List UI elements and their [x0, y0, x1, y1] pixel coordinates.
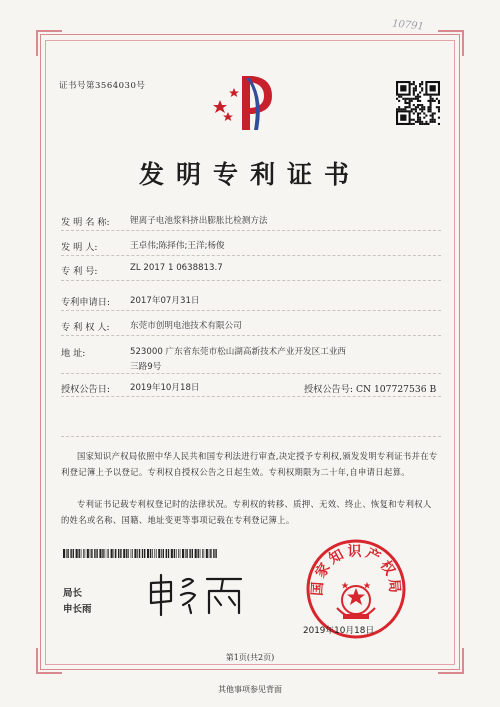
statement-paragraph: 专利证书记载专利权登记时的法律状况。专利权的转移、质押、无效、终止、恢复和专利权人的姓名或名称、国籍、地址变更等事项记载在专利登记簿上。 — [61, 499, 432, 525]
seal-date: 2019年10月18日 — [303, 626, 375, 636]
statement-paragraph: 国家知识产权局依照中华人民共和国专利法进行审查,决定授予专利权,颁发发明专利证书并在专利登记簿上予以登记。专利权自授权公告之日起生效。专利权期限为二十年,自申请日起算。 — [61, 451, 438, 477]
field-label: 专利申请日: — [61, 297, 111, 308]
footer-note: 其他事项参见背面 — [218, 685, 282, 694]
field-value: 三路9号 — [130, 362, 162, 372]
field-row — [61, 263, 223, 277]
field-label: 发 明 人: — [61, 242, 98, 253]
field-value: 王卓伟;陈择伟;王洋;杨俊 — [130, 241, 225, 251]
announcement-number: 授权公告号: CN 107727536 B — [304, 384, 437, 395]
cnipa-logo-icon — [206, 72, 286, 134]
field-row — [61, 294, 200, 308]
signer-title: 局长 — [63, 588, 83, 599]
field-row — [61, 381, 200, 395]
signature-icon — [145, 569, 255, 619]
field-row — [61, 345, 347, 359]
field-row — [61, 214, 268, 228]
field-value: 523000 广东省东莞市松山湖高新技术产业开发区工业西 — [130, 347, 347, 357]
field-value: 2019年10月18日 — [130, 383, 200, 393]
barcode-icon — [63, 549, 220, 558]
field-label: 授权公告日: — [61, 384, 111, 395]
page-number: 第1页(共2页) — [225, 653, 275, 662]
certificate-number: 证书号第3564030号 — [59, 81, 146, 91]
svg-text:国家知识产权局 — [309, 543, 403, 597]
field-value: 东莞市创明电池技术有限公司 — [130, 321, 242, 331]
divider — [61, 310, 441, 311]
divider — [61, 335, 441, 336]
field-row — [61, 239, 225, 253]
field-row — [61, 319, 242, 333]
corner-ornament — [438, 30, 464, 56]
field-value: 2017年07月31日 — [130, 296, 200, 306]
signer-name: 申长雨 — [63, 604, 92, 615]
field-label: 地 址: — [61, 348, 86, 359]
seal-text: 国家知识产权局 — [309, 543, 403, 597]
field-label: 专 利 号: — [61, 266, 98, 277]
divider — [61, 373, 441, 374]
field-label: 发 明 名 称: — [61, 217, 110, 228]
divider — [61, 255, 441, 256]
field-value: 锂离子电池浆料挤出膨胀比检测方法 — [130, 216, 268, 226]
divider — [61, 396, 441, 397]
field-value: ZL 2017 1 0638813.7 — [130, 263, 223, 273]
corner-ornament — [36, 30, 62, 56]
handwritten-number: 10791 — [391, 18, 425, 33]
divider — [61, 280, 441, 281]
divider — [61, 436, 441, 437]
page-title: 发明专利证书 — [138, 160, 361, 189]
divider — [61, 230, 441, 231]
field-label: 专 利 权 人: — [61, 322, 110, 333]
qr-code-icon — [396, 81, 440, 125]
